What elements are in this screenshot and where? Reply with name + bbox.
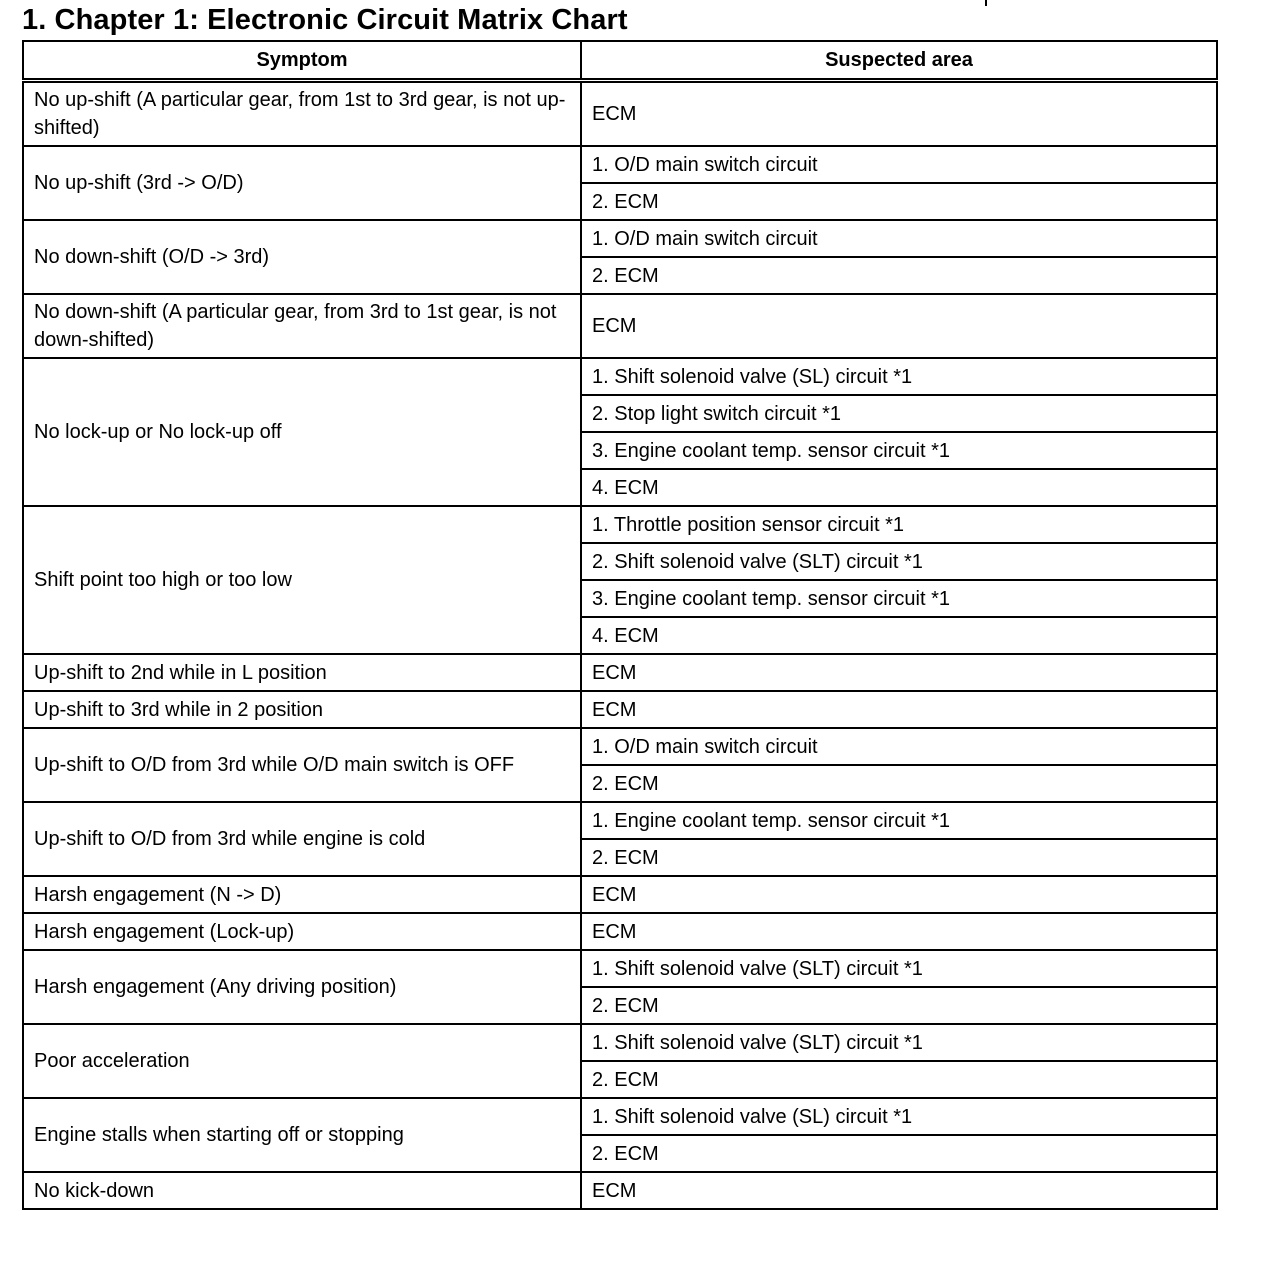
suspected-area-cell: 1. Engine coolant temp. sensor circuit *1: [581, 802, 1217, 839]
circuit-matrix-table: [22, 40, 1218, 1210]
suspected-area-cell: 2. Stop light switch circuit *1: [581, 395, 1217, 432]
symptom-cell: Shift point too high or too low: [23, 506, 581, 654]
symptom-cell: Poor acceleration: [23, 1024, 581, 1098]
suspected-area-cell: 1. Throttle position sensor circuit *1: [581, 506, 1217, 543]
table-row: [23, 81, 1217, 147]
suspected-area-header: Suspected area: [581, 41, 1217, 81]
suspected-area-cell: ECM: [581, 654, 1217, 691]
table-row: [23, 1098, 1217, 1135]
suspected-area-cell: ECM: [581, 691, 1217, 728]
symptom-cell: Harsh engagement (Any driving position): [23, 950, 581, 1024]
table-row: [23, 358, 1217, 395]
suspected-area-cell: 2. ECM: [581, 183, 1217, 220]
symptom-cell: No down-shift (A particular gear, from 3rd to 1st gear, is not down-shifted): [23, 294, 581, 358]
suspected-area-cell: 1. Shift solenoid valve (SLT) circuit *1: [581, 950, 1217, 987]
suspected-area-cell: 2. ECM: [581, 839, 1217, 876]
page-title: 1. Chapter 1: Electronic Circuit Matrix Chart: [22, 4, 628, 36]
table-row: [23, 802, 1217, 839]
suspected-area-cell: ECM: [581, 1172, 1217, 1209]
suspected-area-cell: 1. O/D main switch circuit: [581, 728, 1217, 765]
symptom-cell: Harsh engagement (Lock-up): [23, 913, 581, 950]
table-row: [23, 728, 1217, 765]
suspected-area-cell: 1. Shift solenoid valve (SL) circuit *1: [581, 358, 1217, 395]
symptom-cell: No up-shift (3rd -> O/D): [23, 146, 581, 220]
table-row: [23, 220, 1217, 257]
suspected-area-cell: 4. ECM: [581, 469, 1217, 506]
suspected-area-cell: 1. Shift solenoid valve (SLT) circuit *1: [581, 1024, 1217, 1061]
suspected-area-cell: 2. ECM: [581, 987, 1217, 1024]
suspected-area-cell: 3. Engine coolant temp. sensor circuit *1: [581, 580, 1217, 617]
table-row: [23, 654, 1217, 691]
table-body: [23, 81, 1217, 1210]
symptom-header: Symptom: [23, 41, 581, 81]
suspected-area-cell: 2. ECM: [581, 1135, 1217, 1172]
table-row: [23, 1172, 1217, 1209]
suspected-area-cell: 1. O/D main switch circuit: [581, 220, 1217, 257]
table-row: [23, 913, 1217, 950]
symptom-cell: No up-shift (A particular gear, from 1st to 3rd gear, is not up-shifted): [23, 81, 581, 147]
table-row: [23, 146, 1217, 183]
page-edge-mark: [985, 0, 987, 6]
symptom-cell: No down-shift (O/D -> 3rd): [23, 220, 581, 294]
suspected-area-cell: 3. Engine coolant temp. sensor circuit *1: [581, 432, 1217, 469]
suspected-area-cell: ECM: [581, 81, 1217, 147]
symptom-cell: Up-shift to O/D from 3rd while engine is cold: [23, 802, 581, 876]
suspected-area-cell: 2. Shift solenoid valve (SLT) circuit *1: [581, 543, 1217, 580]
suspected-area-cell: 2. ECM: [581, 257, 1217, 294]
suspected-area-cell: ECM: [581, 876, 1217, 913]
table-row: [23, 691, 1217, 728]
symptom-cell: No kick-down: [23, 1172, 581, 1209]
table-row: [23, 950, 1217, 987]
suspected-area-cell: 2. ECM: [581, 1061, 1217, 1098]
suspected-area-cell: 1. Shift solenoid valve (SL) circuit *1: [581, 1098, 1217, 1135]
header-row: [23, 41, 1217, 81]
symptom-cell: Up-shift to 3rd while in 2 position: [23, 691, 581, 728]
suspected-area-cell: 2. ECM: [581, 765, 1217, 802]
table-row: [23, 294, 1217, 358]
suspected-area-cell: 4. ECM: [581, 617, 1217, 654]
symptom-cell: Up-shift to 2nd while in L position: [23, 654, 581, 691]
symptom-cell: Up-shift to O/D from 3rd while O/D main switch is OFF: [23, 728, 581, 802]
symptom-cell: Harsh engagement (N -> D): [23, 876, 581, 913]
table-row: [23, 876, 1217, 913]
suspected-area-cell: ECM: [581, 294, 1217, 358]
table-row: [23, 506, 1217, 543]
symptom-cell: Engine stalls when starting off or stopping: [23, 1098, 581, 1172]
symptom-cell: No lock-up or No lock-up off: [23, 358, 581, 506]
suspected-area-cell: ECM: [581, 913, 1217, 950]
table-header: [23, 41, 1217, 81]
table-row: [23, 1024, 1217, 1061]
suspected-area-cell: 1. O/D main switch circuit: [581, 146, 1217, 183]
